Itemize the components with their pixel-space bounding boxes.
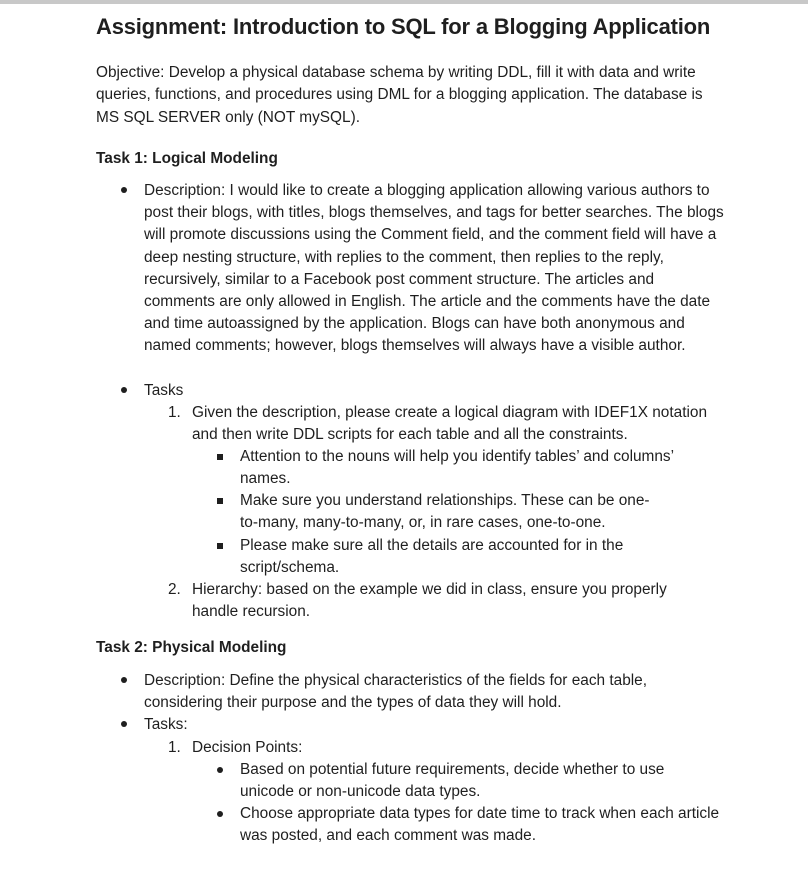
task2-heading: Task 2: Physical Modeling <box>96 639 287 656</box>
task2-item1-text: Decision Points: <box>192 739 303 756</box>
bullet-dot <box>121 721 127 727</box>
task2-description: Description: Define the physical characteristics of the fields for each table, considering their purpose and the types of data they will hold. <box>144 672 648 712</box>
task2-item1-sub1: Based on potential future requirements, decide whether to use unicode or non-unicode data types. <box>240 761 665 801</box>
square-bullet <box>217 543 223 549</box>
task1-item1-number: 1. <box>168 404 181 421</box>
bullet-dot <box>121 387 127 393</box>
bullet-dot <box>217 767 223 773</box>
bullet-dot <box>121 187 127 193</box>
document-title: Assignment: Introduction to SQL for a Blogging Application <box>96 14 711 39</box>
task1-item2-text: Hierarchy: based on the example we did in class, ensure you properly handle recursion. <box>192 581 667 621</box>
task2-item1-sub2: Choose appropriate data types for date time to track when each article was posted, and each comment was made. <box>240 805 720 845</box>
task1-description: Description: I would like to create a blogging application allowing various authors to post their blogs, with titles, blogs themselves, and tags for better searches. The blogs will promote discussions using the Comment field, and the comment field will have a deep nesting structure, with replies to the comment, then replies to the reply, recursively, similar to a Facebook post comment structure. The articles and comments are only allowed in English. The article and the comments have the date and time autoassigned by the application. Blogs can have both anonymous and named comments; however, blogs themselves will always have a visible author. <box>144 182 724 355</box>
task1-item1-text: Given the description, please create a logical diagram with IDEF1X notation and then write DDL scripts for each table and all the constraints. <box>192 404 708 444</box>
task1-tasks-label: Tasks <box>144 382 184 399</box>
page-top-border <box>0 0 808 4</box>
task1-item1-sub1: Attention to the nouns will help you identify tables’ and columns’ names. <box>240 448 674 488</box>
task1-item2-number: 2. <box>168 581 181 598</box>
task1-item1-sub2: Make sure you understand relationships. These can be one-to-many, many-to-many, or, in rare cases, one-to-one. <box>240 492 650 532</box>
task1-heading: Task 1: Logical Modeling <box>96 150 278 167</box>
bullet-dot <box>121 677 127 683</box>
bullet-dot <box>217 811 223 817</box>
task1-item1-sub3: Please make sure all the details are accounted for in the script/schema. <box>240 537 624 577</box>
objective-paragraph: Objective: Develop a physical database schema by writing DDL, fill it with data and write queries, functions, and procedures using DML for a blogging application. The database is MS SQL SERVER only (NOT mySQL). <box>96 64 703 126</box>
task2-tasks-label: Tasks: <box>144 716 188 733</box>
square-bullet <box>217 498 223 504</box>
task2-item1-number: 1. <box>168 739 181 756</box>
square-bullet <box>217 454 223 460</box>
